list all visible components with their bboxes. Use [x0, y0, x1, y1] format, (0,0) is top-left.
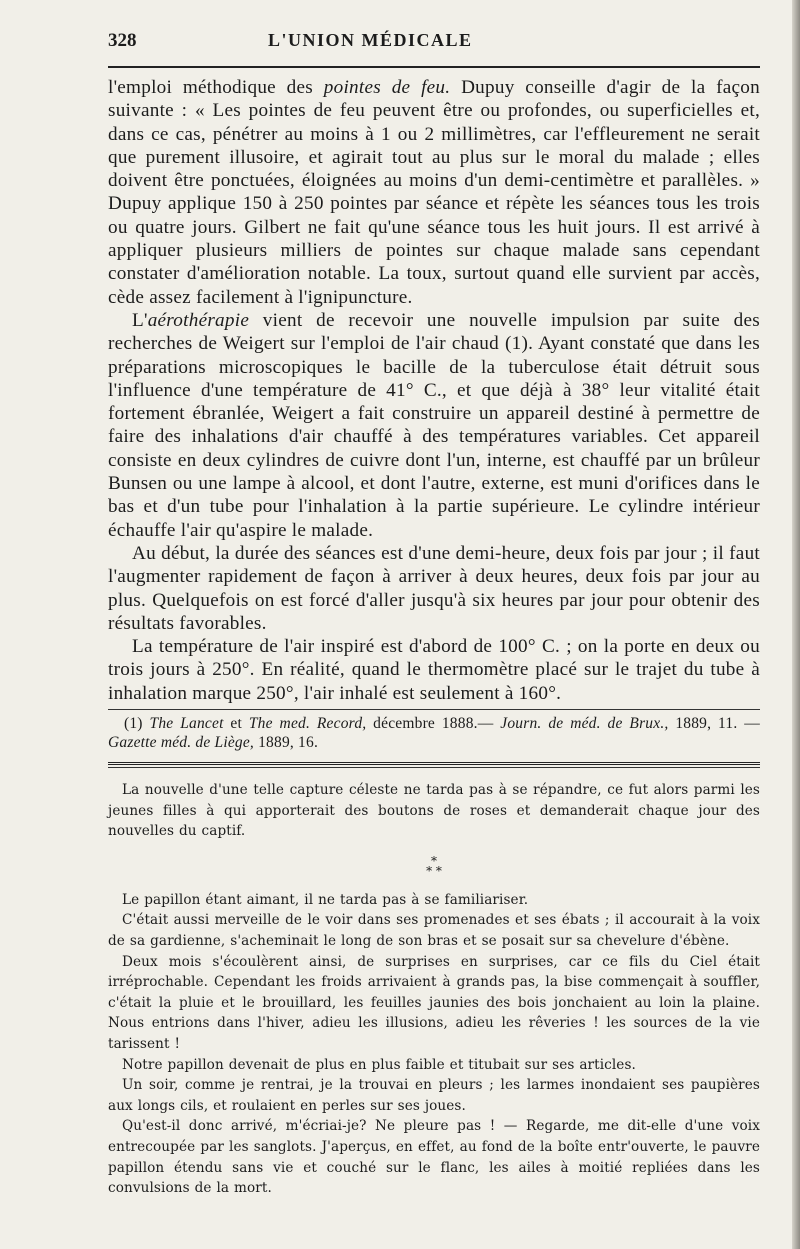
asterism-separator: * * *	[426, 853, 442, 878]
running-head	[108, 30, 760, 64]
story-paragraph: C'était aussi merveille de le voir dans ses promenades et ses ébats ; il accourait à la voix de sa gardienne, s'acheminait le long de son bras et se posait sur sa chevelure d'ébène.	[108, 912, 760, 949]
story-paragraph: La nouvelle d'une telle capture céleste ne tarda pas à se répandre, ce fut alors parmi les jeunes filles à qui apporterait des boutons de roses et demanderait chaque jour des nouvelles du captif.	[108, 782, 760, 840]
footnote	[108, 714, 760, 752]
page-number: 328	[108, 30, 137, 51]
story-paragraph: Qu'est-il donc arrivé, m'écriai-je? Ne pleure pas ! — Regarde, me dit-elle d'une voix entrecoupée par les sanglots. J'aperçus, en effet, au fond de la boîte entr'ouverte, le pauvre papillon étendu sans vie et couché sur le flanc, les ailes à moitié repliées dans les convulsions de la mort.	[108, 1118, 760, 1197]
paragraph-seances: Au début, la durée des séances est d'une demi-heure, deux fois par jour ; il faut l'augmenter rapidement de façon à arriver à deux heures, deux fois par jour au plus. Quelquefois on est forcé d'aller jusqu'à six heures par jour pour obtenir des résultats favorables.	[108, 542, 760, 634]
story-paragraph: Notre papillon devenait de plus en plus faible et titubait sur ses articles.	[122, 1056, 636, 1073]
header-rule	[108, 66, 760, 68]
italic-term: pointes de feu.	[323, 77, 451, 98]
feuilleton-rule	[108, 762, 760, 768]
footnote-text: (1) The Lancet et The med. Record, décembre 1888.— Journ. de méd. de Brux., 1889, 11. — Gazette méd. de Liège, 1889, 16.	[108, 715, 760, 752]
article-body	[108, 76, 760, 705]
paragraph-temperature: La température de l'air inspiré est d'abord de 100° C. ; on la porte en deux ou trois jours à 250°. En réalité, quand le thermomètre placé sur le trajet du tube à inhalation marque 250°, l'air inhalé est seulement à 160°.	[108, 636, 760, 704]
journal-title: L'UNION MÉDICALE	[268, 30, 473, 50]
story-paragraph: Le papillon étant aimant, il ne tarda pas à se familiariser.	[122, 891, 529, 908]
paragraph-aerotherapie: L'aérothérapie vient de recevoir une nouvelle impulsion par suite des recherches de Weigert sur l'emploi de l'air chaud (1). Ayant constaté que dans les préparations microscopiques le bacille de la tuberculose était détruit sous l'influence d'une température de 41° C., et que déjà à 38° leur vitalité était fortement ébranlée, Weigert a fait construire un appareil destiné à permettre de faire des inhalations d'air chauffé à des températures variables. Cet appareil consiste en deux cylindres de cuivre dont l'un, interne, est chauffé par un brûleur Bunsen ou une lampe à alcool, et dont l'autre, externe, est muni d'orifices dans le bas et d'un tube pour l'inhalation à la partie supérieure. Le cylindre intérieur échauffe l'air qu'aspire le malade.	[108, 309, 760, 541]
italic-term: aérothérapie	[147, 309, 250, 331]
paragraph-pointes-de-feu: l'emploi méthodique des pointes de feu. Dupuy conseille d'agir de la façon suivante : « Les pointes de feu peuvent être ou profondes, ou superficielles et, dans ce cas, pénétrer au moins à 1 ou 2 millimètres, car l'effleurement ne serait que purement illusoire, et agirait tout au plus sur le moral du malade ; elles doivent être ponctuées, éloignées au moins d'un demi-centimètre et parallèles. » Dupuy applique 150 à 250 pointes par séance et répète les séances tous les trois ou quatre jours. Gilbert ne fait qu'une séance tous les huit jours. Il est arrivé à appliquer plusieurs milliers de pointes sur chaque malade sans cependant constater d'amélioration notable. La toux, surtout quand elle survient par accès, cède assez facilement à l'ignipuncture.	[108, 77, 760, 308]
story-paragraph: Deux mois s'écoulèrent ainsi, de surprises en surprises, car ce fils du Ciel était irréprochable. Cependant les froids arrivaient à grands pas, la bise commençait à souffler, c'était la pluie et le brouillard, les feuilles jaunies des bois jonchaient au loin la plaine. Nous entrions dans l'hiver, adieu les illusions, adieu les rêveries ! les sources de la vie tarissent !	[108, 953, 760, 1052]
footnote-rule	[108, 709, 760, 710]
feuilleton-story	[108, 780, 760, 1199]
story-paragraph: Un soir, comme je rentrai, je la trouvai en pleurs ; les larmes inondaient ses paupières aux longs cils, et roulaient en perles sur ses joues.	[108, 1077, 760, 1114]
page-spine-shadow	[792, 0, 800, 1249]
